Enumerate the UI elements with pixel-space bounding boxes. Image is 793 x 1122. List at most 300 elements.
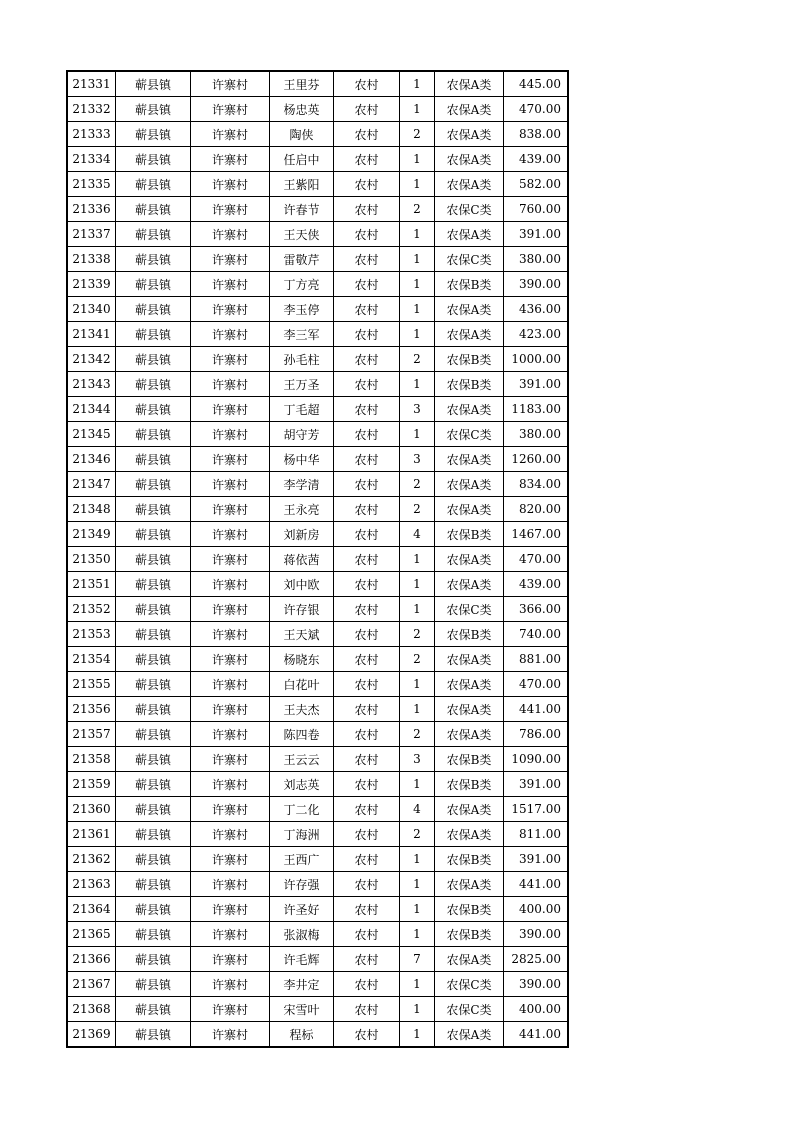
amount-cell: 811.00 [504,822,568,847]
town-cell: 蕲县镇 [116,822,191,847]
row-id-cell: 21366 [68,947,116,972]
name-cell: 丁方亮 [270,272,334,297]
table-row [68,772,568,797]
amount-cell: 582.00 [504,172,568,197]
category-cell: 农保A类 [435,822,504,847]
count-cell: 7 [400,947,435,972]
type-cell: 农村 [334,1022,400,1047]
count-cell: 2 [400,472,435,497]
amount-cell: 1090.00 [504,747,568,772]
type-cell: 农村 [334,972,400,997]
name-cell: 王永亮 [270,497,334,522]
type-cell: 农村 [334,872,400,897]
village-cell: 许寨村 [191,247,270,272]
amount-cell: 760.00 [504,197,568,222]
table-row [68,272,568,297]
amount-cell: 441.00 [504,1022,568,1047]
name-cell: 蒋依茜 [270,547,334,572]
table-row [68,372,568,397]
village-cell: 许寨村 [191,422,270,447]
table-row [68,122,568,147]
table-row [68,447,568,472]
town-cell: 蕲县镇 [116,1022,191,1047]
type-cell: 农村 [334,147,400,172]
type-cell: 农村 [334,97,400,122]
count-cell: 2 [400,197,435,222]
category-cell: 农保A类 [435,647,504,672]
category-cell: 农保A类 [435,797,504,822]
table-row [68,197,568,222]
town-cell: 蕲县镇 [116,222,191,247]
amount-cell: 1183.00 [504,397,568,422]
type-cell: 农村 [334,372,400,397]
count-cell: 3 [400,747,435,772]
name-cell: 王夫杰 [270,697,334,722]
row-id-cell: 21347 [68,472,116,497]
amount-cell: 470.00 [504,547,568,572]
town-cell: 蕲县镇 [116,422,191,447]
name-cell: 许圣好 [270,897,334,922]
row-id-cell: 21346 [68,447,116,472]
count-cell: 1 [400,422,435,447]
row-id-cell: 21354 [68,647,116,672]
name-cell: 雷敬芹 [270,247,334,272]
town-cell: 蕲县镇 [116,97,191,122]
table-row [68,522,568,547]
table-row [68,72,568,97]
category-cell: 农保B类 [435,922,504,947]
village-cell: 许寨村 [191,922,270,947]
amount-cell: 1260.00 [504,447,568,472]
table-row [68,497,568,522]
table-row [68,597,568,622]
village-cell: 许寨村 [191,647,270,672]
name-cell: 程标 [270,1022,334,1047]
amount-cell: 436.00 [504,297,568,322]
count-cell: 2 [400,622,435,647]
table-row [68,697,568,722]
amount-cell: 391.00 [504,772,568,797]
village-cell: 许寨村 [191,972,270,997]
row-id-cell: 21360 [68,797,116,822]
row-id-cell: 21363 [68,872,116,897]
name-cell: 李井定 [270,972,334,997]
amount-cell: 1467.00 [504,522,568,547]
count-cell: 1 [400,297,435,322]
row-id-cell: 21338 [68,247,116,272]
type-cell: 农村 [334,122,400,147]
name-cell: 李学清 [270,472,334,497]
amount-cell: 441.00 [504,872,568,897]
type-cell: 农村 [334,722,400,747]
town-cell: 蕲县镇 [116,622,191,647]
amount-cell: 740.00 [504,622,568,647]
count-cell: 1 [400,597,435,622]
category-cell: 农保C类 [435,197,504,222]
table-row [68,347,568,372]
row-id-cell: 21349 [68,522,116,547]
category-cell: 农保B类 [435,272,504,297]
row-id-cell: 21367 [68,972,116,997]
count-cell: 1 [400,972,435,997]
name-cell: 张淑梅 [270,922,334,947]
row-id-cell: 21353 [68,622,116,647]
count-cell: 2 [400,722,435,747]
name-cell: 陈四卷 [270,722,334,747]
category-cell: 农保B类 [435,347,504,372]
village-cell: 许寨村 [191,122,270,147]
name-cell: 杨中华 [270,447,334,472]
category-cell: 农保A类 [435,97,504,122]
type-cell: 农村 [334,772,400,797]
table-row [68,947,568,972]
village-cell: 许寨村 [191,572,270,597]
count-cell: 1 [400,322,435,347]
town-cell: 蕲县镇 [116,847,191,872]
town-cell: 蕲县镇 [116,897,191,922]
town-cell: 蕲县镇 [116,272,191,297]
row-id-cell: 21343 [68,372,116,397]
village-cell: 许寨村 [191,272,270,297]
category-cell: 农保A类 [435,147,504,172]
count-cell: 3 [400,447,435,472]
row-id-cell: 21357 [68,722,116,747]
category-cell: 农保B类 [435,772,504,797]
table-row [68,322,568,347]
name-cell: 王云云 [270,747,334,772]
type-cell: 农村 [334,822,400,847]
table-row [68,147,568,172]
table-row [68,797,568,822]
amount-cell: 390.00 [504,272,568,297]
town-cell: 蕲县镇 [116,522,191,547]
type-cell: 农村 [334,897,400,922]
category-cell: 农保A类 [435,572,504,597]
town-cell: 蕲县镇 [116,122,191,147]
row-id-cell: 21359 [68,772,116,797]
row-id-cell: 21352 [68,597,116,622]
category-cell: 农保C类 [435,972,504,997]
type-cell: 农村 [334,72,400,97]
village-cell: 许寨村 [191,347,270,372]
name-cell: 丁海洲 [270,822,334,847]
town-cell: 蕲县镇 [116,322,191,347]
row-id-cell: 21350 [68,547,116,572]
amount-cell: 470.00 [504,672,568,697]
category-cell: 农保A类 [435,497,504,522]
table-row [68,297,568,322]
category-cell: 农保A类 [435,72,504,97]
count-cell: 1 [400,672,435,697]
table-row [68,972,568,997]
table-row [68,747,568,772]
amount-cell: 400.00 [504,897,568,922]
count-cell: 1 [400,572,435,597]
category-cell: 农保A类 [435,172,504,197]
village-cell: 许寨村 [191,1022,270,1047]
town-cell: 蕲县镇 [116,447,191,472]
village-cell: 许寨村 [191,672,270,697]
town-cell: 蕲县镇 [116,597,191,622]
row-id-cell: 21342 [68,347,116,372]
amount-cell: 439.00 [504,147,568,172]
row-id-cell: 21369 [68,1022,116,1047]
amount-cell: 470.00 [504,97,568,122]
table-body [68,72,568,1047]
count-cell: 1 [400,372,435,397]
table-row [68,847,568,872]
row-id-cell: 21334 [68,147,116,172]
table-row [68,647,568,672]
count-cell: 1 [400,272,435,297]
name-cell: 许毛辉 [270,947,334,972]
type-cell: 农村 [334,197,400,222]
village-cell: 许寨村 [191,997,270,1022]
count-cell: 1 [400,922,435,947]
village-cell: 许寨村 [191,547,270,572]
name-cell: 陶侠 [270,122,334,147]
row-id-cell: 21348 [68,497,116,522]
name-cell: 王里芬 [270,72,334,97]
type-cell: 农村 [334,647,400,672]
category-cell: 农保C类 [435,247,504,272]
town-cell: 蕲县镇 [116,672,191,697]
category-cell: 农保A类 [435,222,504,247]
beneficiary-table [67,71,568,1047]
town-cell: 蕲县镇 [116,547,191,572]
table-row [68,822,568,847]
town-cell: 蕲县镇 [116,722,191,747]
table-row [68,222,568,247]
table-row [68,472,568,497]
count-cell: 2 [400,122,435,147]
category-cell: 农保A类 [435,472,504,497]
amount-cell: 445.00 [504,72,568,97]
row-id-cell: 21361 [68,822,116,847]
row-id-cell: 21356 [68,697,116,722]
count-cell: 1 [400,872,435,897]
table-row [68,1022,568,1047]
village-cell: 许寨村 [191,697,270,722]
table-row [68,997,568,1022]
type-cell: 农村 [334,947,400,972]
name-cell: 杨忠英 [270,97,334,122]
row-id-cell: 21365 [68,922,116,947]
name-cell: 李三军 [270,322,334,347]
table-row [68,247,568,272]
town-cell: 蕲县镇 [116,347,191,372]
village-cell: 许寨村 [191,447,270,472]
village-cell: 许寨村 [191,222,270,247]
name-cell: 胡守芳 [270,422,334,447]
town-cell: 蕲县镇 [116,947,191,972]
amount-cell: 391.00 [504,847,568,872]
type-cell: 农村 [334,222,400,247]
table-row [68,922,568,947]
amount-cell: 2825.00 [504,947,568,972]
amount-cell: 380.00 [504,247,568,272]
name-cell: 白花叶 [270,672,334,697]
type-cell: 农村 [334,322,400,347]
table-row [68,872,568,897]
category-cell: 农保C类 [435,997,504,1022]
type-cell: 农村 [334,297,400,322]
village-cell: 许寨村 [191,497,270,522]
town-cell: 蕲县镇 [116,372,191,397]
town-cell: 蕲县镇 [116,647,191,672]
name-cell: 王天斌 [270,622,334,647]
type-cell: 农村 [334,597,400,622]
category-cell: 农保A类 [435,447,504,472]
amount-cell: 400.00 [504,997,568,1022]
type-cell: 农村 [334,522,400,547]
type-cell: 农村 [334,797,400,822]
village-cell: 许寨村 [191,322,270,347]
type-cell: 农村 [334,247,400,272]
village-cell: 许寨村 [191,622,270,647]
name-cell: 刘志英 [270,772,334,797]
type-cell: 农村 [334,547,400,572]
town-cell: 蕲县镇 [116,572,191,597]
row-id-cell: 21368 [68,997,116,1022]
count-cell: 1 [400,847,435,872]
count-cell: 2 [400,822,435,847]
category-cell: 农保A类 [435,872,504,897]
category-cell: 农保B类 [435,847,504,872]
row-id-cell: 21337 [68,222,116,247]
table-row [68,397,568,422]
category-cell: 农保A类 [435,397,504,422]
row-id-cell: 21355 [68,672,116,697]
type-cell: 农村 [334,172,400,197]
amount-cell: 1000.00 [504,347,568,372]
amount-cell: 391.00 [504,222,568,247]
count-cell: 4 [400,522,435,547]
row-id-cell: 21341 [68,322,116,347]
category-cell: 农保A类 [435,322,504,347]
town-cell: 蕲县镇 [116,172,191,197]
count-cell: 1 [400,697,435,722]
type-cell: 农村 [334,847,400,872]
name-cell: 宋雪叶 [270,997,334,1022]
town-cell: 蕲县镇 [116,747,191,772]
category-cell: 农保B类 [435,372,504,397]
amount-cell: 881.00 [504,647,568,672]
amount-cell: 1517.00 [504,797,568,822]
village-cell: 许寨村 [191,297,270,322]
row-id-cell: 21364 [68,897,116,922]
village-cell: 许寨村 [191,522,270,547]
count-cell: 3 [400,397,435,422]
village-cell: 许寨村 [191,97,270,122]
village-cell: 许寨村 [191,597,270,622]
village-cell: 许寨村 [191,747,270,772]
count-cell: 1 [400,897,435,922]
town-cell: 蕲县镇 [116,872,191,897]
village-cell: 许寨村 [191,947,270,972]
count-cell: 1 [400,1022,435,1047]
category-cell: 农保A类 [435,672,504,697]
amount-cell: 423.00 [504,322,568,347]
row-id-cell: 21336 [68,197,116,222]
count-cell: 1 [400,147,435,172]
count-cell: 1 [400,547,435,572]
amount-cell: 391.00 [504,372,568,397]
category-cell: 农保A类 [435,947,504,972]
row-id-cell: 21333 [68,122,116,147]
village-cell: 许寨村 [191,372,270,397]
amount-cell: 390.00 [504,972,568,997]
town-cell: 蕲县镇 [116,697,191,722]
amount-cell: 786.00 [504,722,568,747]
count-cell: 2 [400,497,435,522]
amount-cell: 834.00 [504,472,568,497]
row-id-cell: 21335 [68,172,116,197]
town-cell: 蕲县镇 [116,297,191,322]
category-cell: 农保B类 [435,747,504,772]
name-cell: 刘中欧 [270,572,334,597]
type-cell: 农村 [334,672,400,697]
table-row [68,172,568,197]
town-cell: 蕲县镇 [116,772,191,797]
village-cell: 许寨村 [191,822,270,847]
village-cell: 许寨村 [191,147,270,172]
count-cell: 2 [400,347,435,372]
village-cell: 许寨村 [191,172,270,197]
town-cell: 蕲县镇 [116,247,191,272]
category-cell: 农保A类 [435,297,504,322]
table-row [68,622,568,647]
amount-cell: 366.00 [504,597,568,622]
name-cell: 孙毛柱 [270,347,334,372]
row-id-cell: 21340 [68,297,116,322]
village-cell: 许寨村 [191,872,270,897]
category-cell: 农保A类 [435,1022,504,1047]
amount-cell: 441.00 [504,697,568,722]
amount-cell: 838.00 [504,122,568,147]
row-id-cell: 21362 [68,847,116,872]
name-cell: 许存银 [270,597,334,622]
name-cell: 任启中 [270,147,334,172]
category-cell: 农保A类 [435,697,504,722]
count-cell: 2 [400,647,435,672]
village-cell: 许寨村 [191,797,270,822]
town-cell: 蕲县镇 [116,997,191,1022]
count-cell: 1 [400,97,435,122]
row-id-cell: 21344 [68,397,116,422]
village-cell: 许寨村 [191,897,270,922]
table-row [68,897,568,922]
type-cell: 农村 [334,572,400,597]
village-cell: 许寨村 [191,847,270,872]
table-row [68,572,568,597]
village-cell: 许寨村 [191,72,270,97]
name-cell: 丁二化 [270,797,334,822]
name-cell: 王西广 [270,847,334,872]
category-cell: 农保C类 [435,422,504,447]
count-cell: 1 [400,772,435,797]
row-id-cell: 21331 [68,72,116,97]
table-row [68,97,568,122]
town-cell: 蕲县镇 [116,922,191,947]
type-cell: 农村 [334,272,400,297]
category-cell: 农保A类 [435,547,504,572]
amount-cell: 820.00 [504,497,568,522]
amount-cell: 439.00 [504,572,568,597]
town-cell: 蕲县镇 [116,497,191,522]
category-cell: 农保B类 [435,622,504,647]
name-cell: 许春节 [270,197,334,222]
